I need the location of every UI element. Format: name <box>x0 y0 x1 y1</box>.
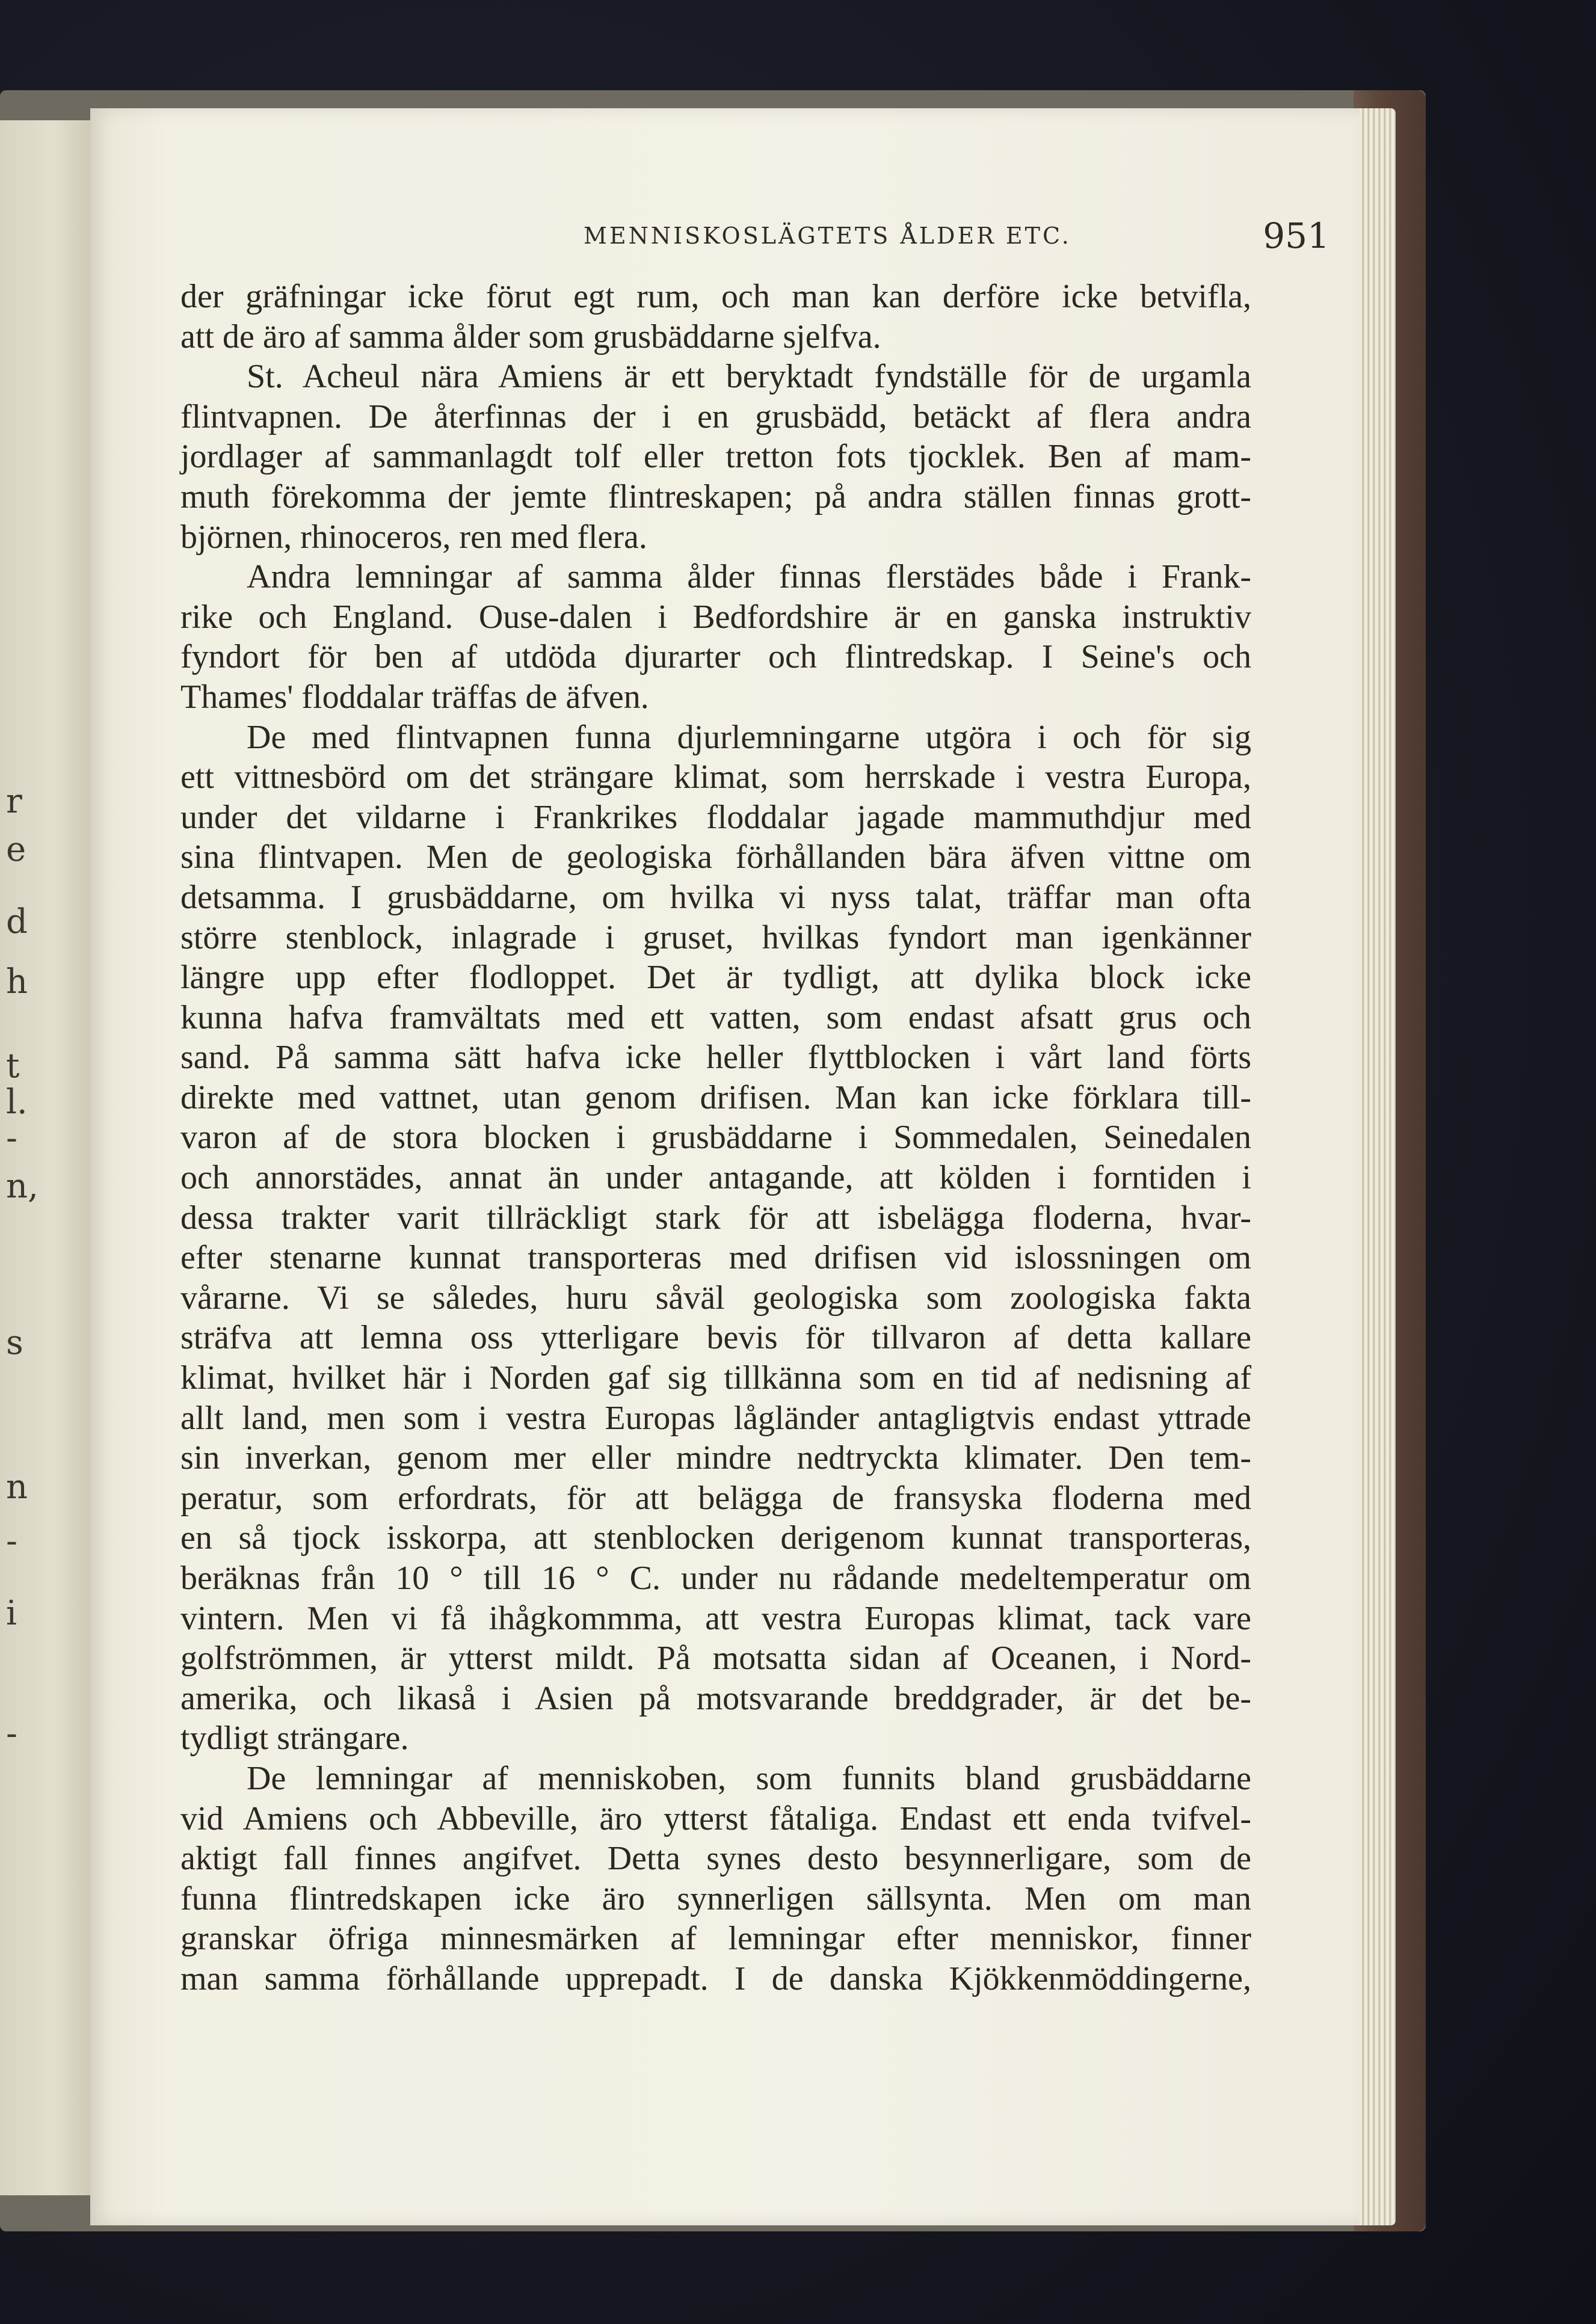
text-line: funna flintredskapen icke äro synnerligen sällsynta. Men om man <box>180 1880 1251 1917</box>
left-page-fragment: - <box>6 1714 17 1753</box>
text-line: granskar öfriga minnesmärken af lemningar efter menniskor, finner <box>180 1920 1251 1958</box>
running-head <box>199 215 1342 271</box>
left-page-fragment: - <box>6 1522 17 1561</box>
text-line: kunna hafva framvältats med ett vatten, som endast afsatt grus och <box>180 998 1251 1036</box>
left-page-fragment: n <box>6 1468 28 1507</box>
text-line: tydligt strängare. <box>180 1720 409 1757</box>
text-line: der gräfningar icke förut egt rum, och man kan derföre icke betvifla, <box>180 278 1251 315</box>
text-line: aktigt fall finnes angifvet. Detta synes desto besynnerligare, som de <box>180 1840 1251 1878</box>
left-page-fragment: h <box>6 962 28 1001</box>
left-page <box>0 120 90 2195</box>
text-line: fyndort för ben af utdöda djurarter och flintredskap. I Seine's och <box>180 638 1251 676</box>
left-page-fragment: l. <box>6 1083 28 1122</box>
text-line: golfströmmen, är ytterst mildt. På motsatta sidan af Oceanen, i Nord- <box>180 1640 1251 1677</box>
text-line: sand. På samma sätt hafva icke heller flyttblocken i vårt land förts <box>180 1039 1251 1077</box>
text-line: sina flintvapen. Men de geologiska förhållanden bära äfven vittne om <box>180 838 1251 876</box>
text-line: ett vittnesbörd om det strängare klimat, som herrskade i vestra Europa, <box>180 758 1251 796</box>
text-line: rike och England. Ouse-dalen i Bedfordshire är en ganska instruktiv <box>180 598 1251 636</box>
text-line: vårarne. Vi se således, huru såväl geologiska som zoologiska fakta <box>180 1279 1251 1317</box>
text-line: allt land, men som i vestra Europas lågländer antagligtvis endast yttrade <box>180 1399 1251 1437</box>
left-page-fragment: r <box>6 782 22 821</box>
page-edges <box>1354 108 1396 2225</box>
text-line: efter stenarne kunnat transporteras med drifisen vid islossningen om <box>180 1239 1251 1277</box>
left-page-fragment: e <box>6 830 26 869</box>
text-line: större stenblock, inlagrade i gruset, hvilkas fyndort man igenkänner <box>180 918 1251 956</box>
text-line: De lemningar af menniskoben, som funnits bland grusbäddarne <box>247 1759 1251 1797</box>
text-line: varon af de stora blocken i grusbäddarne i Sommedalen, Seinedalen <box>180 1119 1251 1157</box>
text-line: dessa trakter varit tillräckligt stark för att isbelägga floderna, hvar- <box>180 1199 1251 1237</box>
text-line: klimat, hvilket här i Norden gaf sig tillkänna som en tid af nedisning af <box>180 1359 1251 1397</box>
text-line: vintern. Men vi få ihågkommma, att vestra Europas klimat, tack vare <box>180 1599 1251 1637</box>
text-line: St. Acheul nära Amiens är ett beryktadt fyndställe för de urgamla <box>247 358 1251 396</box>
text-line: flintvapnen. De återfinnas der i en grusbädd, betäckt af flera andra <box>180 398 1251 435</box>
left-page-fragment: s <box>6 1323 23 1362</box>
text-line: man samma förhållande upprepadt. I de danska Kjökkenmöddingerne, <box>180 1960 1251 1997</box>
text-line: De med flintvapnen funna djurlemningarne utgöra i och för sig <box>247 718 1251 756</box>
text-line: detsamma. I grusbäddarne, om hvilka vi nyss talat, träffar man ofta <box>180 878 1251 916</box>
running-head-title: MENNISKOSLÄGTETS ÅLDER ETC. <box>584 223 1071 249</box>
text-line: vid Amiens och Abbeville, äro ytterst fåtaliga. Endast ett enda tvifvel- <box>180 1800 1251 1837</box>
text-line: sin inverkan, genom mer eller mindre nedtryckta klimater. Den tem- <box>180 1439 1251 1477</box>
text-line: sträfva att lemna oss ytterligare bevis för tillvaron af detta kallare <box>180 1319 1251 1357</box>
text-line: och annorstädes, annat än under antagande, att kölden i forntiden i <box>180 1159 1251 1197</box>
text-line: direkte med vattnet, utan genom drifisen. Man kan icke förklara till- <box>180 1078 1251 1116</box>
left-page-fragment: - <box>6 1119 17 1158</box>
text-line: en så tjock isskorpa, att stenblocken derigenom kunnat transporteras, <box>180 1519 1251 1557</box>
left-page-fragment: d <box>6 902 28 941</box>
text-line: muth förekomma der jemte flintreskapen; på andra ställen finnas grott- <box>180 478 1251 515</box>
text-line: Thames' floddalar träffas de äfven. <box>180 678 649 716</box>
text-line: Andra lemningar af samma ålder finnas flerstädes både i Frank- <box>247 558 1251 596</box>
text-line: att de äro af samma ålder som grusbäddarne sjelfva. <box>180 318 881 355</box>
text-line: jordlager af sammanlagdt tolf eller tretton fots tjocklek. Ben af mam- <box>180 438 1251 476</box>
text-line: under det vildarne i Frankrikes floddalar jagade mammuthdjur med <box>180 798 1251 836</box>
text-line: beräknas från 10 ° till 16 ° C. under nu rådande medeltemperatur om <box>180 1560 1251 1597</box>
text-line: peratur, som erfordrats, för att belägga de fransyska floderna med <box>180 1479 1251 1517</box>
body-text <box>180 277 1251 1999</box>
text-line: längre upp efter flodloppet. Det är tydligt, att dylika block icke <box>180 959 1251 997</box>
text-line: björnen, rhinoceros, ren med flera. <box>180 518 647 556</box>
left-page-fragment: i <box>6 1594 17 1633</box>
left-page-fragment: n, <box>6 1167 39 1206</box>
text-line: amerika, och likaså i Asien på motsvarande breddgrader, är det be- <box>180 1679 1251 1717</box>
left-page-fragment: t <box>6 1047 20 1086</box>
left-page-fragments <box>0 120 90 2195</box>
page-number: 951 <box>1263 215 1329 256</box>
